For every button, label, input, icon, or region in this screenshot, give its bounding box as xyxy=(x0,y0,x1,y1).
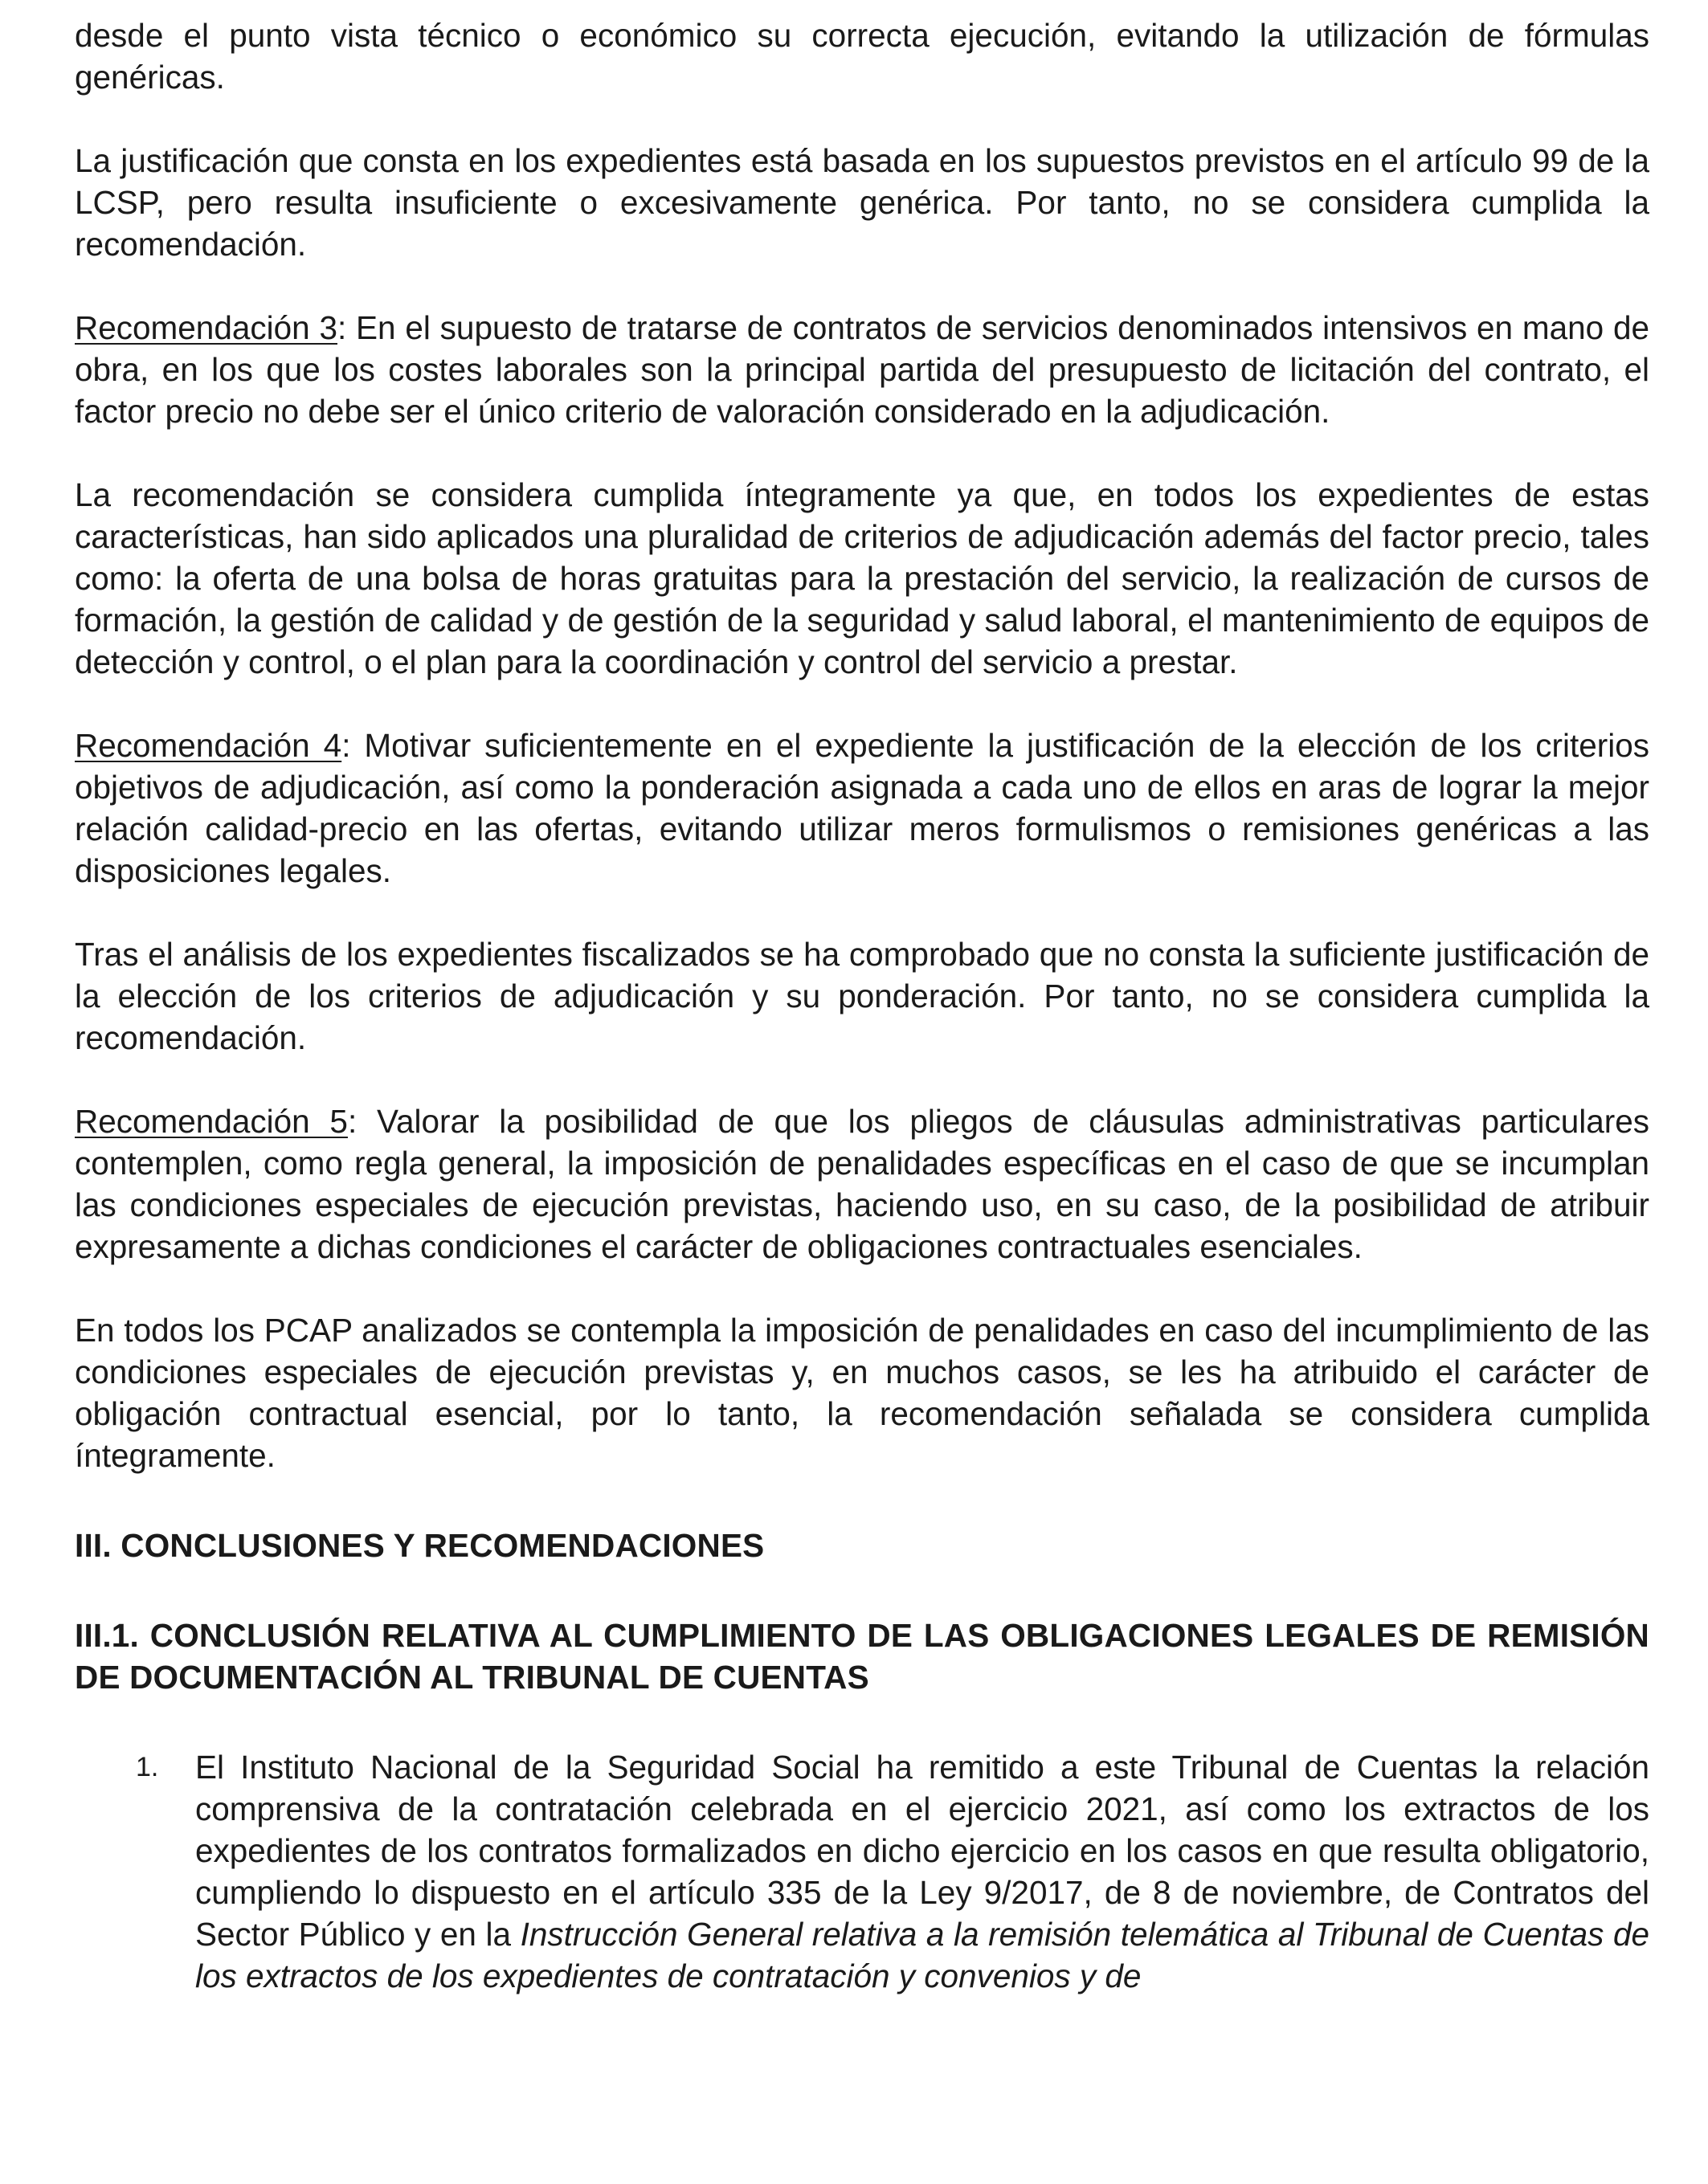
document-page xyxy=(75,14,1649,1997)
list-item-text: El Instituto Nacional de la Seguridad Social ha remitido a este Tribunal de Cuentas la relación comprensiva de la contratación celebrada en el ejercicio 2021, así como los extractos de los expedientes de los contratos formalizados en dicho ejercicio en los casos en que resulta obligatorio, cumpliendo lo dispuesto en el artículo 335 de la Ley 9/2017, de 8 de noviembre, de Contratos del Sector Público y en la xyxy=(195,1749,1649,1953)
recommendation-3 xyxy=(75,307,1649,432)
recommendation-5-label: Recomendación 5 xyxy=(75,1103,348,1140)
recommendation-4-label: Recomendación 4 xyxy=(75,727,342,764)
recommendation-5-text: : Valorar la posibilidad de que los pliegos de cláusulas administrativas particulares contemplen, como regla general, la imposición de penalidades específicas en el caso de que se incumplan las condiciones especiales de ejecución previstas, haciendo uso, en su caso, de la posibilidad de atribuir expresamente a dichas condiciones el carácter de obligaciones contractuales esenciales. xyxy=(75,1103,1649,1265)
paragraph-justification: La justificación que consta en los expedientes está basada en los supuestos previstos en el artículo 99 de la LCSP, pero resulta insuficiente o excesivamente genérica. Por tanto, no se considera cumplida la recomendación. xyxy=(75,142,1649,263)
recommendation-4 xyxy=(75,725,1649,892)
recommendation-5 xyxy=(75,1100,1649,1268)
list-item-italic-text: Instrucción General relativa a la remisión telemática al Tribunal de Cuentas de los extractos de los expedientes de contratación y convenios y de xyxy=(195,1916,1650,1994)
paragraph-recommendation-5-result: En todos los PCAP analizados se contempla la imposición de penalidades en caso del incumplimiento de las condiciones especiales de ejecución previstas y, en muchos casos, se les ha atribuido el carácter de obligación contractual esencial, por lo tanto, la recomendación señalada se considera cumplida íntegramente. xyxy=(75,1312,1649,1474)
paragraph-recommendation-4-result: Tras el análisis de los expedientes fiscalizados se ha comprobado que no consta la suficiente justificación de la elección de los criterios de adjudicación y su ponderación. Por tanto, no se considera cumplida la recomendación. xyxy=(75,936,1649,1056)
subsection-heading: III.1. CONCLUSIÓN RELATIVA AL CUMPLIMIENTO DE LAS OBLIGACIONES LEGALES DE REMISIÓN DE DOCUMENTACIÓN AL TRIBUNAL DE CUENTAS xyxy=(75,1617,1649,1696)
recommendation-3-text: : En el supuesto de tratarse de contratos de servicios denominados intensivos en mano de obra, en los que los costes laborales son la principal partida del presupuesto de licitación del contrato, el factor precio no debe ser el único criterio de valoración considerado en la adjudicación. xyxy=(75,309,1649,430)
list-item-number: 1. xyxy=(136,1752,159,1782)
recommendation-4-text: : Motivar suficientemente en el expediente la justificación de la elección de los criterios objetivos de adjudicación, así como la ponderación asignada a cada uno de ellos en aras de lograr la mejor relación calidad-precio en las ofertas, evitando utilizar meros formulismos o remisiones genéricas a las disposiciones legales. xyxy=(75,727,1649,889)
paragraph-recommendation-3-result: La recomendación se considera cumplida íntegramente ya que, en todos los expedientes de estas características, han sido aplicados una pluralidad de criterios de adjudicación además del factor precio, tales como: la oferta de una bolsa de horas gratuitas para la prestación del servicio, la realización de cursos de formación, la gestión de calidad y de gestión de la seguridad y salud laboral, el mantenimiento de equipos de detección y control, o el plan para la coordinación y control del servicio a prestar. xyxy=(75,476,1649,680)
recommendation-3-label: Recomendación 3 xyxy=(75,309,337,346)
section-heading: III. CONCLUSIONES Y RECOMENDACIONES xyxy=(75,1527,765,1564)
paragraph-continuation: desde el punto vista técnico o económico su correcta ejecución, evitando la utilización de fórmulas genéricas. xyxy=(75,17,1649,96)
list-item xyxy=(75,1746,1649,1997)
conclusions-list xyxy=(75,1746,1649,1997)
